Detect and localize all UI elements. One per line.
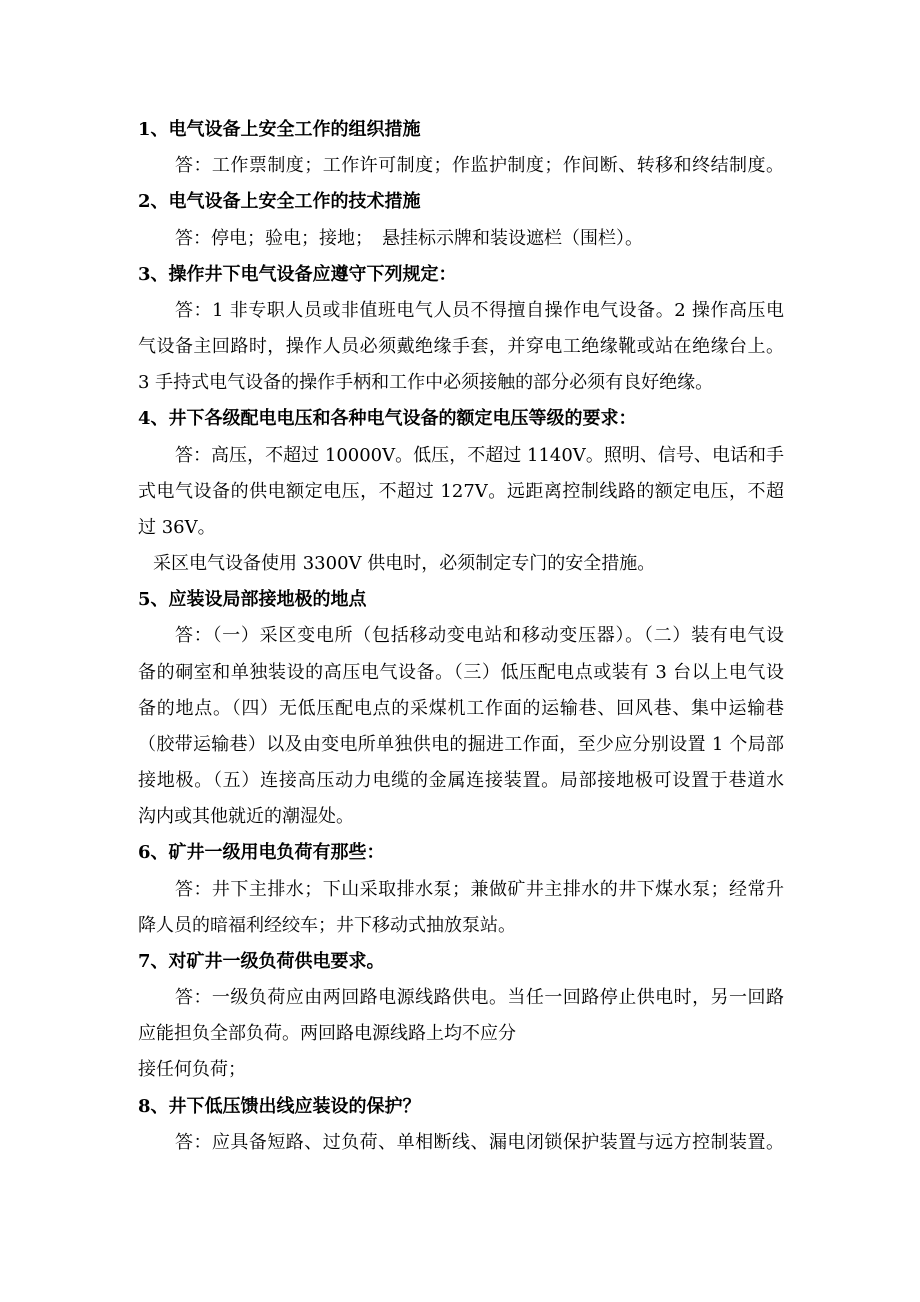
- question-heading-2: 2、电气设备上安全工作的技术措施: [138, 191, 421, 213]
- answer-text: 接任何负荷；: [138, 1059, 246, 1081]
- answer-text: 过 36V。: [138, 516, 216, 538]
- answer-text: 备的硐室和单独装设的高压电气设备。（三）低压配电点或装有 3 台以上电气设: [138, 661, 784, 683]
- answer-note: 采区电气设备使用 3300V 供电时，必须制定专门的安全措施。: [153, 553, 656, 575]
- document-body: [138, 112, 784, 1161]
- answer-text: 答：高压，不超过 10000V。低压，不超过 1140V。照明、信号、电话和手: [175, 444, 784, 466]
- answer-text: 降人员的暗福利经绞车；井下移动式抽放泵站。: [138, 914, 516, 936]
- answer-text: 接地极。（五）连接高压动力电缆的金属连接装置。局部接地极可设置于巷道水: [138, 770, 784, 792]
- answer-text: （胶带运输巷）以及由变电所单独供电的掘进工作面，至少应分别设置 1 个局部: [138, 733, 784, 755]
- answer-text: 答：（一）采区变电所（包括移动变电站和移动变压器）。（二）装有电气设: [175, 625, 784, 647]
- answer-text: 式电气设备的供电额定电压，不超过 127V。远距离控制线路的额定电压，不超: [138, 480, 784, 502]
- question-heading-3: 3、操作井下电气设备应遵守下列规定：: [138, 263, 457, 285]
- answer-text: 答：井下主排水；下山采取排水泵；兼做矿井主排水的井下煤水泵；经常升: [175, 878, 784, 900]
- question-heading-6: 6、矿井一级用电负荷有那些：: [138, 842, 385, 864]
- answer-text: 答：一级负荷应由两回路电源线路供电。当任一回路停止供电时，另一回路: [175, 987, 784, 1009]
- question-heading-1: 1、电气设备上安全工作的组织措施: [138, 119, 421, 140]
- question-heading-8: 8、井下低压馈出线应装设的保护？: [138, 1095, 421, 1117]
- answer-text: 3 手持式电气设备的操作手柄和工作中必须接触的部分必须有良好绝缘。: [138, 372, 714, 394]
- answer-text: 答：1 非专职人员或非值班电气人员不得擅自操作电气设备。2 操作高压电: [175, 299, 784, 321]
- answer-text: 应能担负全部负荷。两回路电源线路上均不应分: [138, 1023, 516, 1045]
- question-heading-5: 5、应装设局部接地极的地点: [138, 589, 367, 611]
- answer-text: 答：工作票制度；工作许可制度；作监护制度；作间断、转移和终结制度。: [175, 155, 784, 177]
- answer-text: 答：应具备短路、过负荷、单相断线、漏电闭锁保护装置与远方控制装置。: [175, 1131, 784, 1153]
- answer-text: 答：停电；验电；接地； 悬挂标示牌和装设遮栏（围栏）。: [175, 227, 643, 249]
- question-heading-4: 4、井下各级配电电压和各种电气设备的额定电压等级的要求：: [138, 408, 637, 430]
- answer-text: 气设备主回路时，操作人员必须戴绝缘手套，并穿电工绝缘靴或站在绝缘台上。: [138, 336, 784, 358]
- answer-text: 沟内或其他就近的潮湿处。: [138, 806, 354, 828]
- answer-text: 备的地点。（四）无低压配电点的采煤机工作面的运输巷、回风巷、集中运输巷: [138, 697, 784, 719]
- question-heading-7: 7、对矿井一级负荷供电要求。: [138, 950, 385, 972]
